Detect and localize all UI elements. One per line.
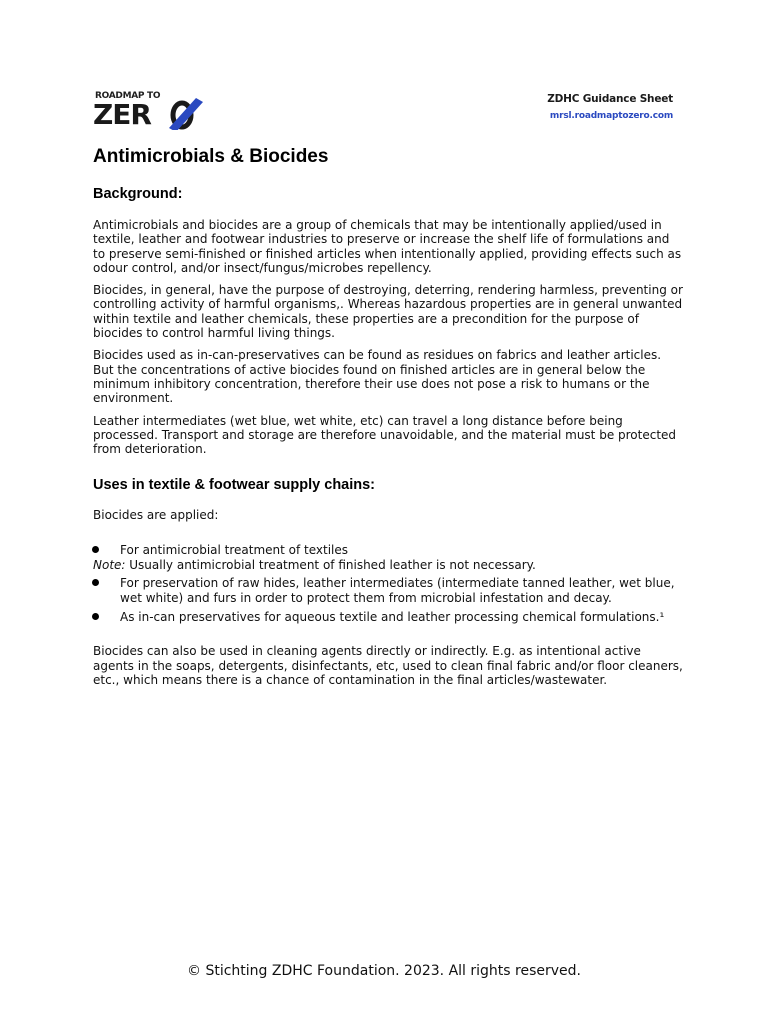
closing-paragraph: Biocides can also be used in cleaning agents directly or indirectly. E.g. as intentional active agents in the soaps, detergents, disinfectants, etc, used to clean final fabric and/or floor cleaners, etc., which means there is a chance of contamination in the final articles/wastewater.: [93, 644, 683, 687]
list-item: [93, 543, 683, 557]
uses-list-2: [93, 576, 683, 624]
mrsl-url-link[interactable]: mrsl.roadmaptozero.com: [549, 111, 673, 121]
bullet-icon: [92, 546, 99, 553]
list-item-text: For antimicrobial treatment of textiles: [120, 542, 349, 557]
uses-heading: Uses in textile & footwear supply chains:: [93, 477, 376, 494]
page-title: Antimicrobials & Biocides: [93, 146, 329, 167]
document-body: [93, 145, 683, 687]
list-item-text: As in-can preservatives for aqueous textile and leather processing chemical formulations.¹: [120, 609, 665, 624]
slashed-zero-logo-icon: [169, 94, 203, 130]
logo-tagline: ROADMAP TO: [95, 91, 161, 101]
note-text: Usually antimicrobial treatment of finished leather is not necessary.: [125, 558, 536, 573]
background-heading: Background:: [93, 186, 183, 202]
background-paragraph-1: Antimicrobials and biocides are a group of chemicals that may be intentionally applied/used in textile, leather and footwear industries to preserve or increase the shelf life of formulations and to preserve semi-finished or finished articles when intentionally applied, providing effects such as odour control, and/or insect/fungus/microbes repellency.: [93, 218, 682, 275]
page-header: [93, 88, 675, 134]
uses-list-1: [93, 543, 683, 557]
roadmap-to-zero-logo[interactable]: [93, 88, 205, 134]
logo-wordmark: ZER: [93, 98, 151, 131]
list-item-text: For preservation of raw hides, leather intermediates (intermediate tanned leather, wet blue, wet white) and furs in order to protect them from microbial infestation and decay.: [120, 576, 675, 605]
background-paragraph-4: Leather intermediates (wet blue, wet white, etc) can travel a long distance before being processed. Transport and storage are therefore unavoidable, and the material must be protected from deterioration.: [93, 413, 677, 457]
note-label: Note:: [93, 558, 126, 573]
uses-intro: Biocides are applied:: [93, 508, 219, 523]
list-item: [93, 610, 683, 624]
guidance-sheet-label: ZDHC Guidance Sheet: [547, 93, 673, 105]
background-paragraph-2: Biocides, in general, have the purpose of destroying, deterring, rendering harmless, preventing or controlling activity of harmful organisms,. Whereas hazardous properties are in general unwanted within textile and leather chemicals, these properties are a precondition for the purpose of biocides to control harmful living things.: [93, 283, 683, 341]
background-paragraph-3: Biocides used as in-can-preservatives can be found as residues on fabrics and leather articles. But the concentrations of active biocides found on finished articles are in general below the minimum inhibitory concentration, therefore their use does not pose a risk to humans or the environment.: [93, 348, 662, 406]
list-item: [93, 576, 683, 605]
note-paragraph: [93, 558, 683, 572]
copyright-footer: © Stichting ZDHC Foundation. 2023. All rights reserved.: [187, 963, 581, 979]
bullet-icon: [92, 613, 99, 620]
bullet-icon: [92, 579, 99, 586]
